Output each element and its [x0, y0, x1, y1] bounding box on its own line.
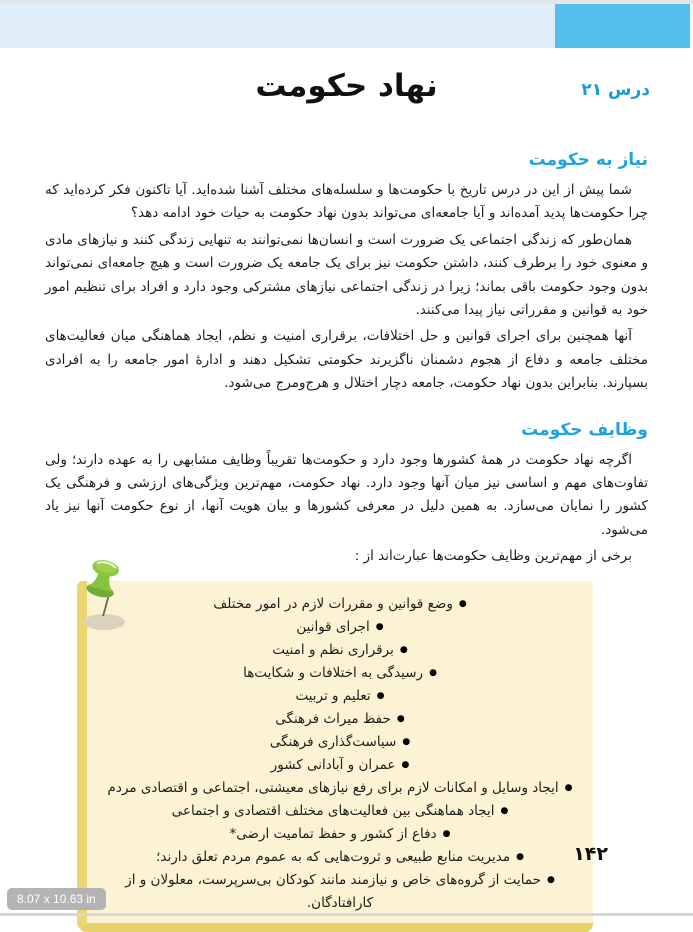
page-title: نهاد حکومت [255, 68, 438, 104]
bullet-icon: ● [376, 690, 385, 701]
paragraph: همان‌طور که زندگی اجتماعی یک ضرورت است و انسان‌ها نمی‌توانند به تنهایی زندگی کنند و نیازهای مادی و معنوی خود را برطرف کنند، داشتن حکومت نیز برای یک جامعه یک ضرورت است و هیچ جامعه‌ای نمی‌تواند بدون وجود حکومت باقی بماند؛ زیرا در زندگی اجتماعی نیازهای مشترکی وجود دارد و افراد برای تنظیم امور خود به قوانین و مقرراتی نیاز پیدا می‌کنند. [45, 231, 648, 319]
content-column [45, 148, 648, 932]
header-bar [0, 4, 690, 48]
list-item-text: وضع قوانین و مقررات لازم در امور مختلف [213, 595, 453, 612]
bullet-icon: ● [546, 874, 555, 885]
list-item [101, 777, 579, 800]
paragraph: آنها همچنین برای اجرای قوانین و حل اختلافات، برقراری امنیت و نظم، ایجاد هماهنگی میان فعالیت‌های مختلف جامعه و دفاع از هجوم دشمنان ناگزیرند حکومتی تشکیل دهند و ادارهٔ امور جامعه را به افرادی بسپارند. بنابراین بدون نهاد حکومت، جامعه دچار اختلال و هرج‌ومرج می‌شود. [45, 328, 648, 392]
lesson-number-label: درس ۲۱ [581, 80, 650, 100]
section-heading-need-for-government: نیاز به حکومت [528, 150, 648, 170]
list-item-text: برقراری نظم و امنیت [272, 641, 394, 658]
bullet-icon: ● [401, 759, 410, 770]
list-item [101, 869, 579, 915]
list-item [101, 593, 579, 616]
pushpin-icon [75, 557, 137, 637]
size-badge: 8.07 x 10.63 in [7, 888, 106, 910]
duties-list [101, 593, 579, 915]
list-item-text: ایجاد وسایل و امکانات لازم برای رفع نیازهای معیشتی، اجتماعی و اقتصادی مردم [107, 779, 559, 796]
bullet-icon: ● [442, 828, 451, 839]
bullet-icon: ● [375, 621, 384, 632]
section-heading-duties-of-government: وظایف حکومت [521, 419, 648, 440]
list-item [101, 731, 579, 754]
list-item [101, 823, 579, 846]
bullet-icon: ● [516, 851, 524, 862]
bullet-icon: ● [402, 736, 411, 747]
bullet-icon: ● [429, 667, 437, 678]
list-item [101, 846, 579, 869]
bullet-icon: ● [399, 644, 408, 655]
list-item-text: رسیدگی به اختلافات و شکایت‌ها [243, 664, 424, 681]
list-lead-in-text: برخی از مهم‌ترین وظایف حکومت‌ها عبارت‌اند از : [354, 548, 632, 565]
bullet-icon: ● [500, 805, 509, 816]
list-item-text: اجرای قوانین [296, 618, 370, 635]
list-item-text: مدیریت منابع طبیعی و ثروت‌هایی که به عموم مردم تعلق دارند؛ [156, 848, 511, 865]
bullet-icon: ● [396, 713, 405, 724]
duties-note-box [77, 581, 593, 932]
list-item [101, 662, 579, 685]
list-item [101, 685, 579, 708]
header-accent-block [555, 4, 690, 48]
page-number: ۱۴۲ [573, 843, 608, 865]
list-item [101, 708, 579, 731]
list-item [101, 639, 579, 662]
list-item-text: تعلیم و تربیت [295, 687, 371, 704]
list-item [101, 800, 579, 823]
list-item-text: عمران و آبادانی کشور [270, 756, 396, 773]
list-item-text: دفاع از کشور و حفظ تمامیت ارضی* [229, 825, 437, 842]
list-item-text: حفظ میراث فرهنگی [275, 710, 391, 727]
list-item-text: ایجاد هماهنگی بین فعالیت‌های مختلف اقتصادی و اجتماعی [171, 802, 495, 819]
paragraph: شما پیش از این در درس تاریخ با حکومت‌ها و سلسله‌های مختلف آشنا شده‌اید. آیا تاکنون فکر کرده‌اید که چرا حکومت‌ها پدید آمده‌اند و آیا جامعه‌ای می‌تواند بدون نهاد حکومت به حیات خود ادامه دهد؟ [45, 182, 648, 222]
list-item-text: سیاست‌گذاری فرهنگی [269, 733, 397, 750]
paragraph: اگرچه نهاد حکومت در همهٔ کشورها وجود دارد و حکومت‌ها تقریباً وظایف مشابهی را به عهده دارند؛ ولی تفاوت‌های مهم و اساسی نیز میان آنها وجود دارد. نهاد حکومت، مهم‌ترین ویژگی‌های ارزشی و فرهنگی یک کشور را نمایان می‌سازد. به همین دلیل در معرفی کشورها و بیان هویت آنها، از نوع حکومت آنها نیز یاد می‌شود. [45, 451, 648, 538]
list-item-text: حمایت از گروه‌های خاص و نیازمند مانند کودکان بی‌سرپرست، معلولان و از کارافتادگان. [125, 871, 541, 911]
bullet-icon: ● [564, 782, 573, 793]
bullet-icon: ● [458, 598, 467, 609]
list-item [101, 616, 579, 639]
list-item [101, 754, 579, 777]
